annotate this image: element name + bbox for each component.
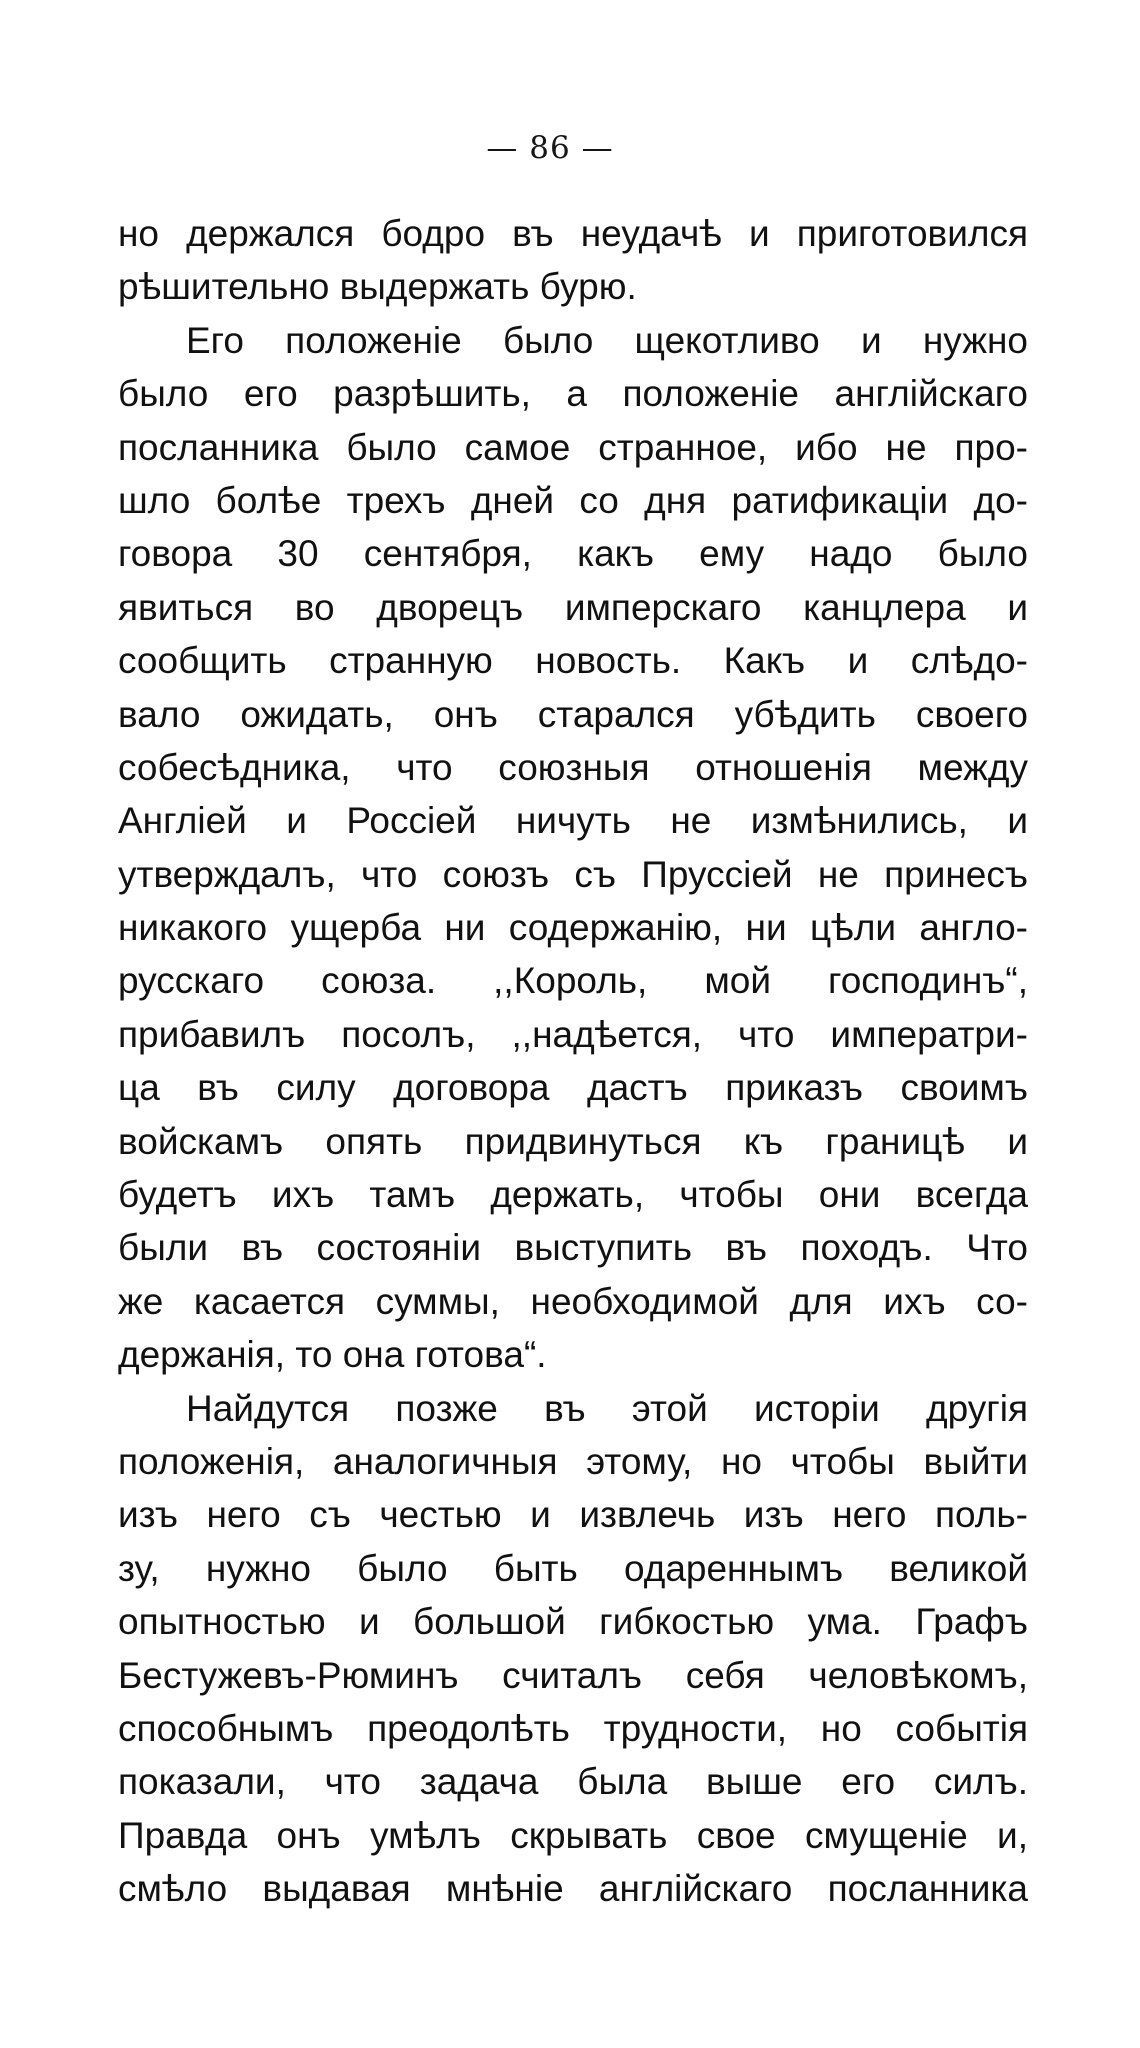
text-line: рѣшительно выдержать бурю.: [118, 266, 637, 308]
paragraph-first-line: Его положенiе было щекотливо и нужно: [186, 319, 1028, 361]
text-line: прибавилъ посолъ, ,,надѣется, что императри-: [118, 1013, 1028, 1055]
text-line: же касается суммы, необходимой для ихъ со-: [118, 1280, 1028, 1322]
text-line: Правда онъ умѣлъ скрывать свое смущенiе и,: [118, 1814, 1028, 1856]
text-line: будетъ ихъ тамъ держать, чтобы они всегда: [118, 1174, 1028, 1216]
text-line: явиться во дворецъ имперскаго канцлера и: [118, 586, 1028, 628]
text-line: были въ состоянiи выступить въ походъ. Что: [118, 1227, 1028, 1269]
text-line: русскаго союза. ,,Король, мой господинъ“,: [118, 960, 1028, 1002]
text-line: но держался бодро въ неудачѣ и приготовился: [118, 213, 1028, 254]
text-line: опытностью и большой гибкостью ума. Графъ: [118, 1601, 1028, 1643]
text-line: шло болѣе трехъ дней со дня ратификацiи до-: [118, 479, 1028, 521]
text-line: показали, что задача была выше его силъ.: [118, 1761, 1028, 1803]
text-line: было его разрѣшить, а положенiе англiйскаго: [118, 373, 1028, 415]
body-text: [118, 207, 1028, 1916]
text-line: ца въ силу договора дастъ приказъ своимъ: [118, 1067, 1028, 1109]
paragraph-first-line: Найдутся позже въ этой исторiи другiя: [186, 1387, 1028, 1429]
text-line: положенiя, аналогичныя этому, но чтобы выйти: [118, 1440, 1028, 1482]
text-line: вало ожидать, онъ старался убѣдить своего: [118, 693, 1028, 735]
text-line: держанiя, то она готова“.: [118, 1334, 547, 1376]
text-line: собесѣдника, что союзныя отношенiя между: [118, 746, 1028, 788]
text-line: Англiей и Россiей ничуть не измѣнились, и: [118, 800, 1028, 842]
text-line: никакого ущерба ни содержанiю, ни цѣли англо-: [118, 907, 1028, 949]
text-line: говора 30 сентября, какъ ему надо было: [118, 533, 1028, 575]
text-line: зу, нужно было быть одареннымъ великой: [118, 1547, 1028, 1589]
text-line: сообщить странную новость. Какъ и слѣдо-: [118, 640, 1028, 682]
text-line: войскамъ опять придвинуться къ границѣ и: [118, 1120, 1028, 1162]
text-line: посланника было самое странное, ибо не про-: [118, 426, 1028, 468]
text-line: смѣло выдавая мнѣнiе англiйскаго посланника: [118, 1868, 1028, 1910]
page-number: — 86 —: [486, 130, 614, 166]
text-line: изъ него съ честью и извлечь изъ него поль-: [118, 1494, 1028, 1536]
text-line: Бестужевъ-Рюминъ считалъ себя человѣкомъ,: [118, 1654, 1028, 1696]
text-line: способнымъ преодолѣть трудности, но событiя: [118, 1707, 1028, 1749]
text-line: утверждалъ, что союзъ съ Пруссiей не принесъ: [118, 853, 1028, 895]
